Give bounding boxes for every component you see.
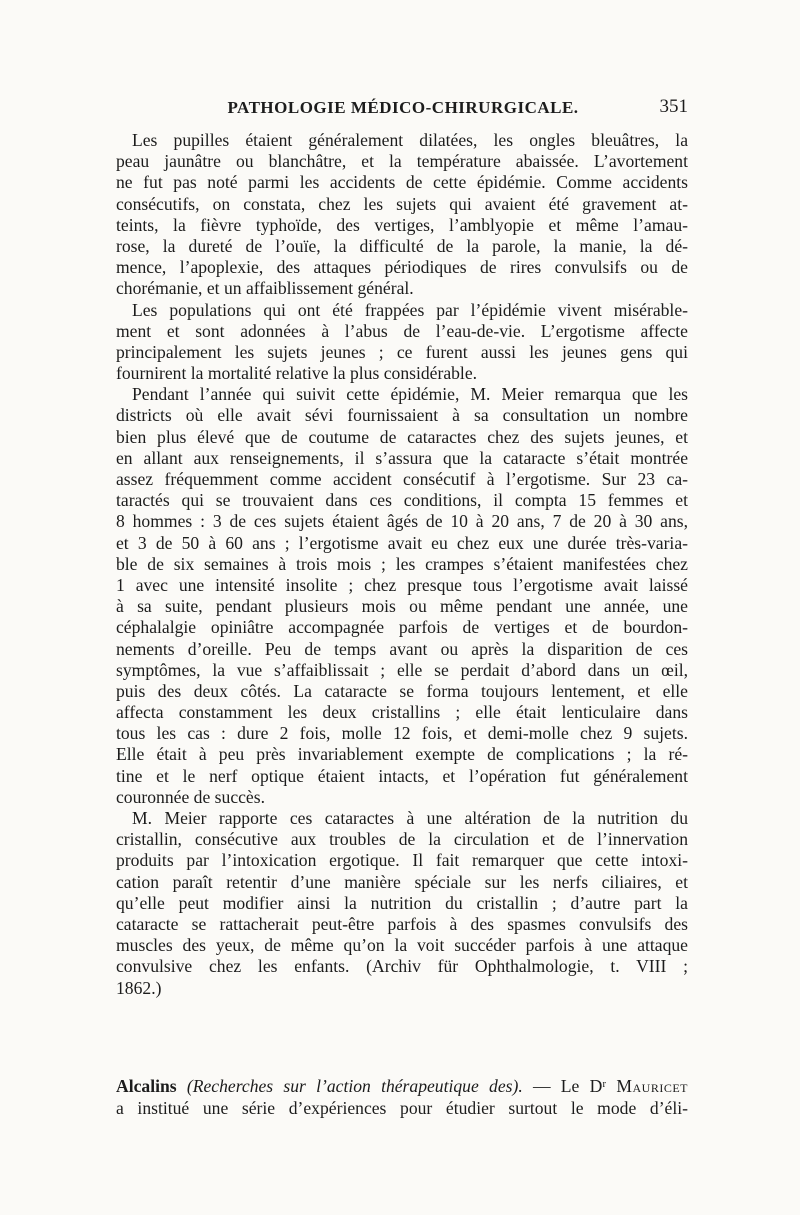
text-line: cataracte se rattacherait peut-être parfois à des spasmes convulsifs des [116,913,688,934]
entry-first-line [116,1075,688,1097]
text-line: districts où elle avait sévi fournissaient à sa consultation un nombre [116,405,688,426]
text-line: céphalalgie opiniâtre accompagnée parfois de vertiges et de bourdon- [116,617,688,638]
text-line: tous les cas : dure 2 fois, molle 12 fois, et demi-molle chez 9 sujets. [116,723,688,744]
text-line: affecta constamment les deux cristallins ; elle était lenticulaire dans [116,702,688,723]
text-line: ment et sont adonnées à l’abus de l’eau-de-vie. L’ergotisme affecte [116,320,688,341]
text-line: 1862.) [116,977,162,998]
text-line: puis des deux côtés. La cataracte se forma toujours lentement, et elle [116,680,688,701]
text-line: nements d’oreille. Peu de temps avant ou après la disparition de ces [116,638,688,659]
text-line: teints, la fièvre typhoïde, des vertiges, l’amblyopie et même l’amau- [116,214,688,235]
entry-title: Alcalins [116,1076,177,1096]
text-line: assez fréquemment comme accident consécutif à l’ergotisme. Sur 23 ca- [116,469,688,489]
text-line: qu’elle peut modifier ainsi la nutrition du cristallin ; d’autre part la [116,892,688,913]
text-line: mence, l’apoplexie, des attaques périodiques de rires convulsifs ou de [116,257,688,278]
alcalins-entry [116,1075,688,1119]
running-head [118,98,688,124]
text-line: taractés qui se trouvaient dans ces conditions, il compta 15 femmes et [116,490,688,511]
text-line: à sa suite, pendant plusieurs mois ou même pendant une année, une [116,596,688,617]
text-line: en allant aux renseignements, il s’assura que la cataracte s’était montrée [116,447,688,468]
text-line: chorémanie, et un affaiblissement général. [116,278,414,299]
text-line: consécutifs, on constata, chez les sujets qui avaient été gravement at- [116,193,688,214]
text-line: peau jaunâtre ou blanchâtre, et la température abaissée. L’avortement [116,151,688,172]
text-line: Pendant l’année qui suivit cette épidémie, M. Meier remarqua que les [132,384,688,405]
text-line: fournirent la mortalité relative la plus considérable. [116,363,478,384]
text-line: convulsive chez les enfants. (Archiv für Ophthalmologie, t. VIII ; [116,956,688,977]
text-line: et 3 de 50 à 60 ans ; l’ergotisme avait eu chez eux une durée très-varia- [116,532,688,553]
text-line: M. Meier rapporte ces cataractes à une altération de la nutrition du [132,808,688,828]
entry-dash: — Le Dʳ [522,1076,617,1096]
text-line: ne fut pas noté parmi les accidents de cette épidémie. Comme accidents [116,172,688,193]
entry-author: Mauricet [616,1076,688,1096]
text-line: 8 hommes : 3 de ces sujets étaient âgés de 10 à 20 ans, 7 de 20 à 30 ans, [116,511,688,532]
entry-second-line: a institué une série d’expériences pour étudier surtout le mode d’éli- [116,1098,688,1118]
body-text [116,130,688,999]
text-line: symptômes, la vue s’affaiblissait ; elle se perdait d’abord dans un œil, [116,659,688,680]
text-line: rose, la dureté de l’ouïe, la difficulté de la parole, la manie, la dé- [116,235,688,256]
text-line: principalement les sujets jeunes ; ce furent aussi les jeunes gens qui [116,341,688,362]
text-line: produits par l’intoxication ergotique. Il fait remarquer que cette intoxi- [116,850,688,871]
text-line: cation paraît retentir d’une manière spéciale sur les nerfs ciliaires, et [116,871,688,892]
text-line: Les pupilles étaient généralement dilatées, les ongles bleuâtres, la [132,130,688,150]
running-title: PATHOLOGIE MÉDICO-CHIRURGICALE. [227,98,579,117]
text-line: Les populations qui ont été frappées par l’épidémie vivent misérable- [132,299,688,320]
text-line: muscles des yeux, de même qu’on la voit succéder parfois à une attaque [116,935,688,956]
text-line: bien plus élevé que de coutume de cataractes chez des sujets jeunes, et [116,426,688,447]
text-line: cristallin, consécutive aux troubles de la circulation et de l’innervation [116,829,688,850]
text-line: Elle était à peu près invariablement exempte de complications ; la ré- [116,744,688,765]
text-line: ble de six semaines à trois mois ; les crampes s’étaient manifestées chez [116,553,688,574]
page-number: 351 [659,96,688,117]
entry-subtitle: (Recherches sur l’action thérapeutique des). [186,1076,523,1096]
text-line: tine et le nerf optique étaient intacts, et l’opération fut généralement [116,765,688,786]
text-line: 1 avec une intensité insolite ; chez presque tous l’ergotisme avait laissé [116,574,688,595]
text-line: couronnée de succès. [116,786,265,807]
